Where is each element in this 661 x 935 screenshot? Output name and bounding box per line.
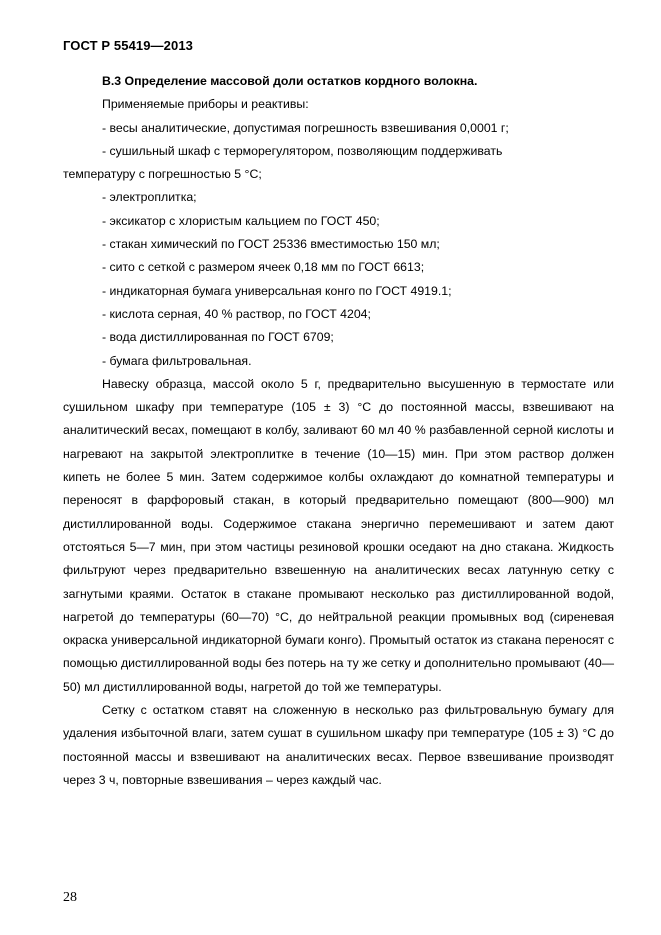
list-item: - сито с сеткой с размером ячеек 0,18 мм по ГОСТ 6613; xyxy=(102,260,425,275)
list-item: - весы аналитические, допустимая погрешность взвешивания 0,0001 г; xyxy=(102,120,509,135)
list-item: - вода дистиллированная по ГОСТ 6709; xyxy=(102,330,334,345)
procedure-paragraph: Навеску образца, массой около 5 г, предварительно высушенную в термостате или сушильном шкафу при температуре (105 ± 3) °С до постоянной массы, взвешивают на аналитический весах, помещают в колбу, заливают 60 мл 40 % разбавленной серной кислоты и нагревают на закрытой электроплитке в течение (10—15) мин. При этом раствор должен кипеть не более 5 мин. Затем содержимое колбы охлаждают до комнатной температуры и переносят в фарфоровый стакан, в который предварительно помещают (800—900) мл дистиллированной воды. Содержимое стакана энергично перемешивают и затем дают отстояться 5—7 мин, при этом частицы резиновой крошки оседают на дно стакана. Жидкость фильтруют через предварительно взвешенную на аналитических весах латунную сетку с загнутыми краями. Остаток в стакане промывают несколько раз дистиллированной водой, нагретой до температуры (60—70) °С, до нейтральной реакции промывных вод (сиреневая окраска универсальной индикаторной бумаги конго). Промытый остаток из стакана переносят с помощью дистиллированной воды без потерь на ту же сетку и дополнительно промывают (40—50) мл дистиллированной воды, нагретой до той же температуры. xyxy=(63,376,614,694)
list-item: - кислота серная, 40 % раствор, по ГОСТ 4204; xyxy=(102,306,371,321)
list-item: - сушильный шкаф с терморегулятором, позволяющим поддерживать xyxy=(102,143,503,158)
standard-header: ГОСТ Р 55419—2013 xyxy=(63,38,193,53)
list-item: - эксикатор с хлористым кальцием по ГОСТ 450; xyxy=(102,213,380,228)
section-content xyxy=(63,70,614,792)
procedure-paragraph: Сетку с остатком ставят на сложенную в несколько раз фильтровальную бумагу для удаления избыточной влаги, затем сушат в сушильном шкафу при температуре (105 ± 3) °С до постоянной массы и взвешивают на аналитических весах. Первое взвешивание производят через 3 ч, повторные взвешивания – через каждый час. xyxy=(63,703,614,787)
page-number: 28 xyxy=(63,890,77,905)
list-item: - стакан химический по ГОСТ 25336 вместимостью 150 мл; xyxy=(102,237,440,252)
list-item: - бумага фильтровальная. xyxy=(102,353,252,368)
list-item: - электроплитка; xyxy=(102,190,197,205)
section-title: В.3 Определение массовой доли остатков кордного волокна. xyxy=(102,74,478,88)
list-item: - индикаторная бумага универсальная конго по ГОСТ 4919.1; xyxy=(102,283,452,298)
equipment-intro: Применяемые приборы и реактивы: xyxy=(102,97,309,112)
list-item-continuation: температуру с погрешностью 5 °С; xyxy=(63,167,262,182)
